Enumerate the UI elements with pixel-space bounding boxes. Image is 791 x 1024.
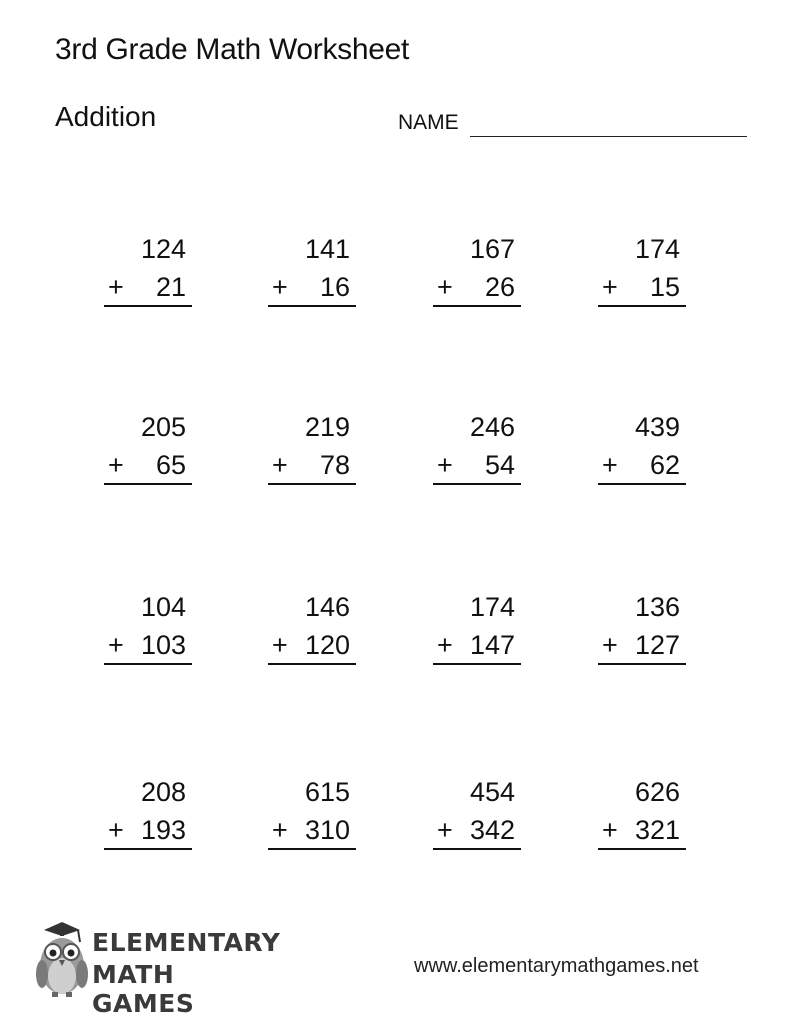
addition-problem — [104, 411, 192, 491]
worksheet-title: 3rd Grade Math Worksheet — [55, 33, 410, 66]
answer-line[interactable] — [104, 848, 192, 850]
addend-bottom: 65 — [155, 450, 186, 480]
addend-top: 454 — [469, 777, 515, 807]
plus-sign: + — [437, 450, 453, 480]
plus-sign: + — [272, 630, 288, 660]
addend-bottom: 147 — [469, 630, 515, 660]
addition-problem — [433, 591, 521, 671]
addend-top: 208 — [140, 777, 186, 807]
addition-problem — [433, 776, 521, 856]
addend-bottom: 193 — [140, 815, 186, 845]
answer-line[interactable] — [268, 483, 356, 485]
addend-top: 174 — [634, 234, 680, 264]
answer-line[interactable] — [433, 483, 521, 485]
answer-line[interactable] — [433, 663, 521, 665]
answer-line[interactable] — [598, 483, 686, 485]
addition-problem — [598, 591, 686, 671]
addition-problem — [598, 776, 686, 856]
addend-bottom: 342 — [469, 815, 515, 845]
addend-top: 124 — [140, 234, 186, 264]
name-label: NAME — [398, 111, 459, 134]
plus-sign: + — [108, 450, 124, 480]
addend-top: 246 — [469, 412, 515, 442]
answer-line[interactable] — [268, 305, 356, 307]
answer-line[interactable] — [268, 663, 356, 665]
addition-problem — [598, 233, 686, 313]
plus-sign: + — [108, 630, 124, 660]
answer-line[interactable] — [104, 663, 192, 665]
addend-top: 104 — [140, 592, 186, 622]
plus-sign: + — [437, 630, 453, 660]
addition-problem — [268, 591, 356, 671]
addend-top: 219 — [304, 412, 350, 442]
addend-bottom: 78 — [319, 450, 350, 480]
plus-sign: + — [272, 815, 288, 845]
addition-problem — [104, 776, 192, 856]
addend-top: 146 — [304, 592, 350, 622]
addend-top: 626 — [634, 777, 680, 807]
worksheet-subtitle: Addition — [55, 101, 157, 132]
addend-bottom: 120 — [304, 630, 350, 660]
plus-sign: + — [437, 815, 453, 845]
answer-line[interactable] — [433, 305, 521, 307]
logo-text-line2: MATH GAMES — [92, 960, 195, 1018]
plus-sign: + — [108, 815, 124, 845]
plus-sign: + — [272, 450, 288, 480]
answer-line[interactable] — [598, 663, 686, 665]
answer-line[interactable] — [104, 483, 192, 485]
addition-problem — [268, 411, 356, 491]
addition-problem — [433, 411, 521, 491]
plus-sign: + — [108, 272, 124, 302]
addend-top: 167 — [469, 234, 515, 264]
addend-bottom: 16 — [319, 272, 350, 302]
answer-line[interactable] — [598, 305, 686, 307]
elementary-math-games-logo — [30, 918, 281, 1018]
plus-sign: + — [602, 450, 618, 480]
addend-top: 136 — [634, 592, 680, 622]
addend-bottom: 321 — [634, 815, 680, 845]
addend-top: 439 — [634, 412, 680, 442]
answer-line[interactable] — [268, 848, 356, 850]
addend-bottom: 127 — [634, 630, 680, 660]
addend-top: 141 — [304, 234, 350, 264]
addition-problem — [598, 411, 686, 491]
addend-bottom: 21 — [155, 272, 186, 302]
plus-sign: + — [602, 815, 618, 845]
answer-line[interactable] — [104, 305, 192, 307]
addend-top: 205 — [140, 412, 186, 442]
plus-sign: + — [272, 272, 288, 302]
answer-line[interactable] — [598, 848, 686, 850]
addend-top: 615 — [304, 777, 350, 807]
addend-bottom: 62 — [649, 450, 680, 480]
addition-problem — [104, 591, 192, 671]
addition-problem — [268, 233, 356, 313]
addition-problem — [433, 233, 521, 313]
addend-bottom: 15 — [649, 272, 680, 302]
addend-top: 174 — [469, 592, 515, 622]
answer-line[interactable] — [433, 848, 521, 850]
addend-bottom: 103 — [140, 630, 186, 660]
owl-icon — [30, 918, 90, 1000]
addition-problem — [268, 776, 356, 856]
plus-sign: + — [602, 630, 618, 660]
addition-problem — [104, 233, 192, 313]
logo-text-line1: ELEMENTARY — [92, 928, 281, 957]
plus-sign: + — [437, 272, 453, 302]
addend-bottom: 310 — [304, 815, 350, 845]
addend-bottom: 54 — [484, 450, 515, 480]
addend-bottom: 26 — [484, 272, 515, 302]
website-url: www.elementarymathgames.net — [414, 955, 699, 977]
plus-sign: + — [602, 272, 618, 302]
